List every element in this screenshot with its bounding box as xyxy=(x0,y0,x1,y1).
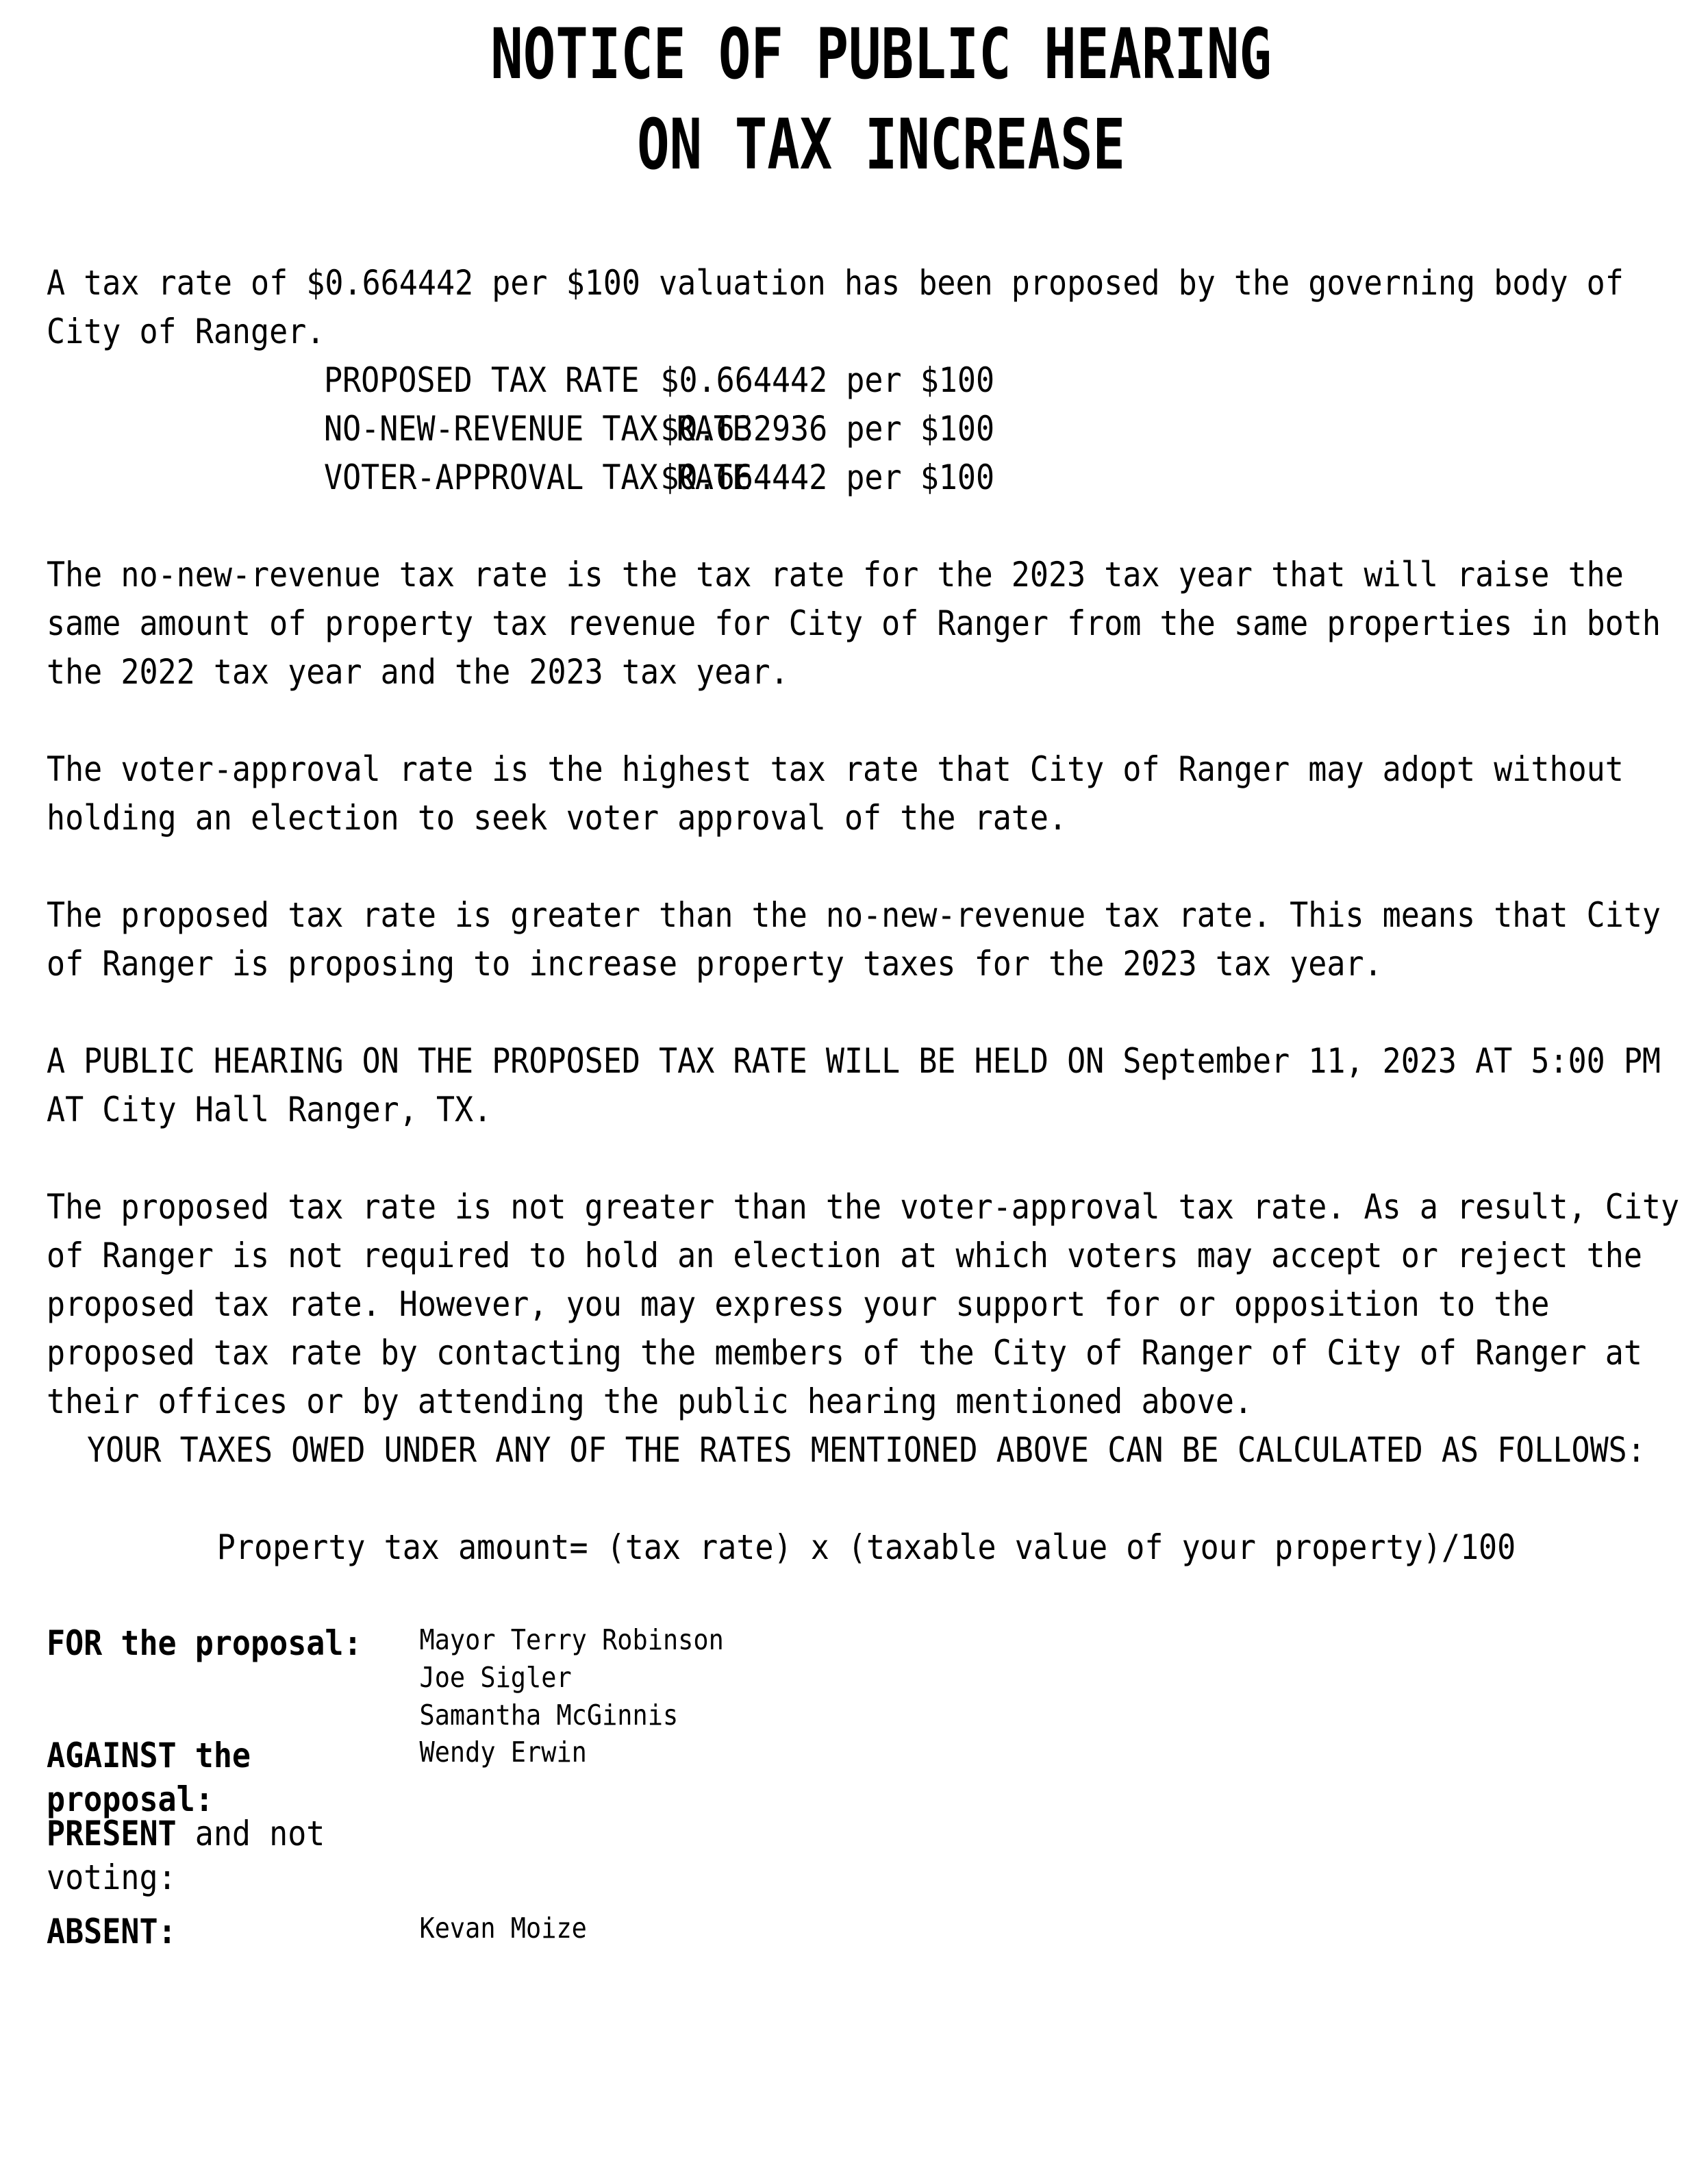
rate-label: NO-NEW-REVENUE TAX RATE xyxy=(324,409,751,449)
vote-label-against xyxy=(47,1734,420,1821)
rate-row-proposed xyxy=(324,356,1514,405)
vote-label-absent xyxy=(47,1910,420,1953)
voter-name: Kevan Moize xyxy=(419,1912,587,1945)
title-line-2: ON TAX INCREASE xyxy=(637,104,1126,186)
vote-row-for xyxy=(47,1621,1514,1734)
hearing-paragraph: A PUBLIC HEARING ON THE PROPOSED TAX RATE WILL BE HELD ON September 11, 2023 AT 5:00 PM AT City Hall Ranger, TX. xyxy=(47,1041,1680,1129)
rate-value: $0.664442 per $100 xyxy=(660,458,995,497)
vote-label-for xyxy=(47,1621,420,1665)
vote-row-present xyxy=(47,1812,1514,1910)
proposed-greater-paragraph: The proposed tax rate is greater than the no-new-revenue tax rate. This means that City of Ranger is proposing to increase property taxes for the 2023 tax year. xyxy=(47,895,1680,984)
voter-approval-paragraph: The voter-approval rate is the highest tax rate that City of Ranger may adopt without holding an election to seek voter approval of the rate. xyxy=(47,749,1642,838)
voter-name: Wendy Erwin xyxy=(419,1736,587,1769)
vote-label-bold: PRESENT xyxy=(47,1814,177,1853)
rate-row-no-new-revenue xyxy=(324,405,1514,453)
vote-label-bold: AGAINST the proposal: xyxy=(47,1736,251,1819)
no-new-revenue-paragraph: The no-new-revenue tax rate is the tax rate for the 2023 tax year that will raise the same amount of property tax revenue for City of Ranger from the same properties in both the 2022 tax year and the 2023 tax year. xyxy=(47,555,1680,692)
vote-record xyxy=(47,1621,1514,1953)
voter-name: Samantha McGinnis xyxy=(419,1699,679,1732)
vote-label-present xyxy=(47,1812,336,1899)
vote-label-bold: FOR the proposal: xyxy=(47,1623,362,1663)
rate-value: $0.664442 per $100 xyxy=(660,360,995,400)
notice-title xyxy=(181,10,1581,190)
title-line-1: NOTICE OF PUBLIC HEARING xyxy=(490,14,1272,95)
intro-paragraph: A tax rate of $0.664442 per $100 valuation has been proposed by the governing body of City of Ranger. xyxy=(47,263,1642,351)
vote-names-against xyxy=(420,1734,587,1771)
rate-value: $0.632936 per $100 xyxy=(660,409,995,449)
tax-formula: Property tax amount= (tax rate) x (taxable value of your property)/100 xyxy=(216,1527,1516,1567)
rate-label: PROPOSED TAX RATE xyxy=(324,360,640,400)
vote-names-absent xyxy=(420,1910,587,1947)
notice-document xyxy=(47,0,1698,1953)
rate-label: VOTER-APPROVAL TAX RATE xyxy=(324,458,751,497)
voter-name: Mayor Terry Robinson xyxy=(419,1623,724,1656)
calculation-heading: YOUR TAXES OWED UNDER ANY OF THE RATES MENTIONED ABOVE CAN BE CALCULATED AS FOLLOWS: xyxy=(87,1430,1646,1470)
vote-row-against xyxy=(47,1734,1514,1819)
not-greater-paragraph: The proposed tax rate is not greater than the voter-approval tax rate. As a result, City of Ranger is not required to hold an election at which voters may accept or reject the proposed tax rate. However, you may express your support for or opposition to the proposed tax rate by contacting the members of the City of Ranger of City of Ranger at their offices or by attending the public hearing mentioned above. xyxy=(47,1187,1698,1421)
vote-label-bold: ABSENT: xyxy=(47,1912,177,1951)
vote-label-rest: and not voting: xyxy=(47,1814,325,1897)
vote-names-for xyxy=(420,1621,724,1734)
vote-row-absent xyxy=(47,1910,1514,1953)
rates-table xyxy=(324,356,1514,502)
voter-name: Joe Sigler xyxy=(419,1661,572,1694)
rate-row-voter-approval xyxy=(324,453,1514,502)
